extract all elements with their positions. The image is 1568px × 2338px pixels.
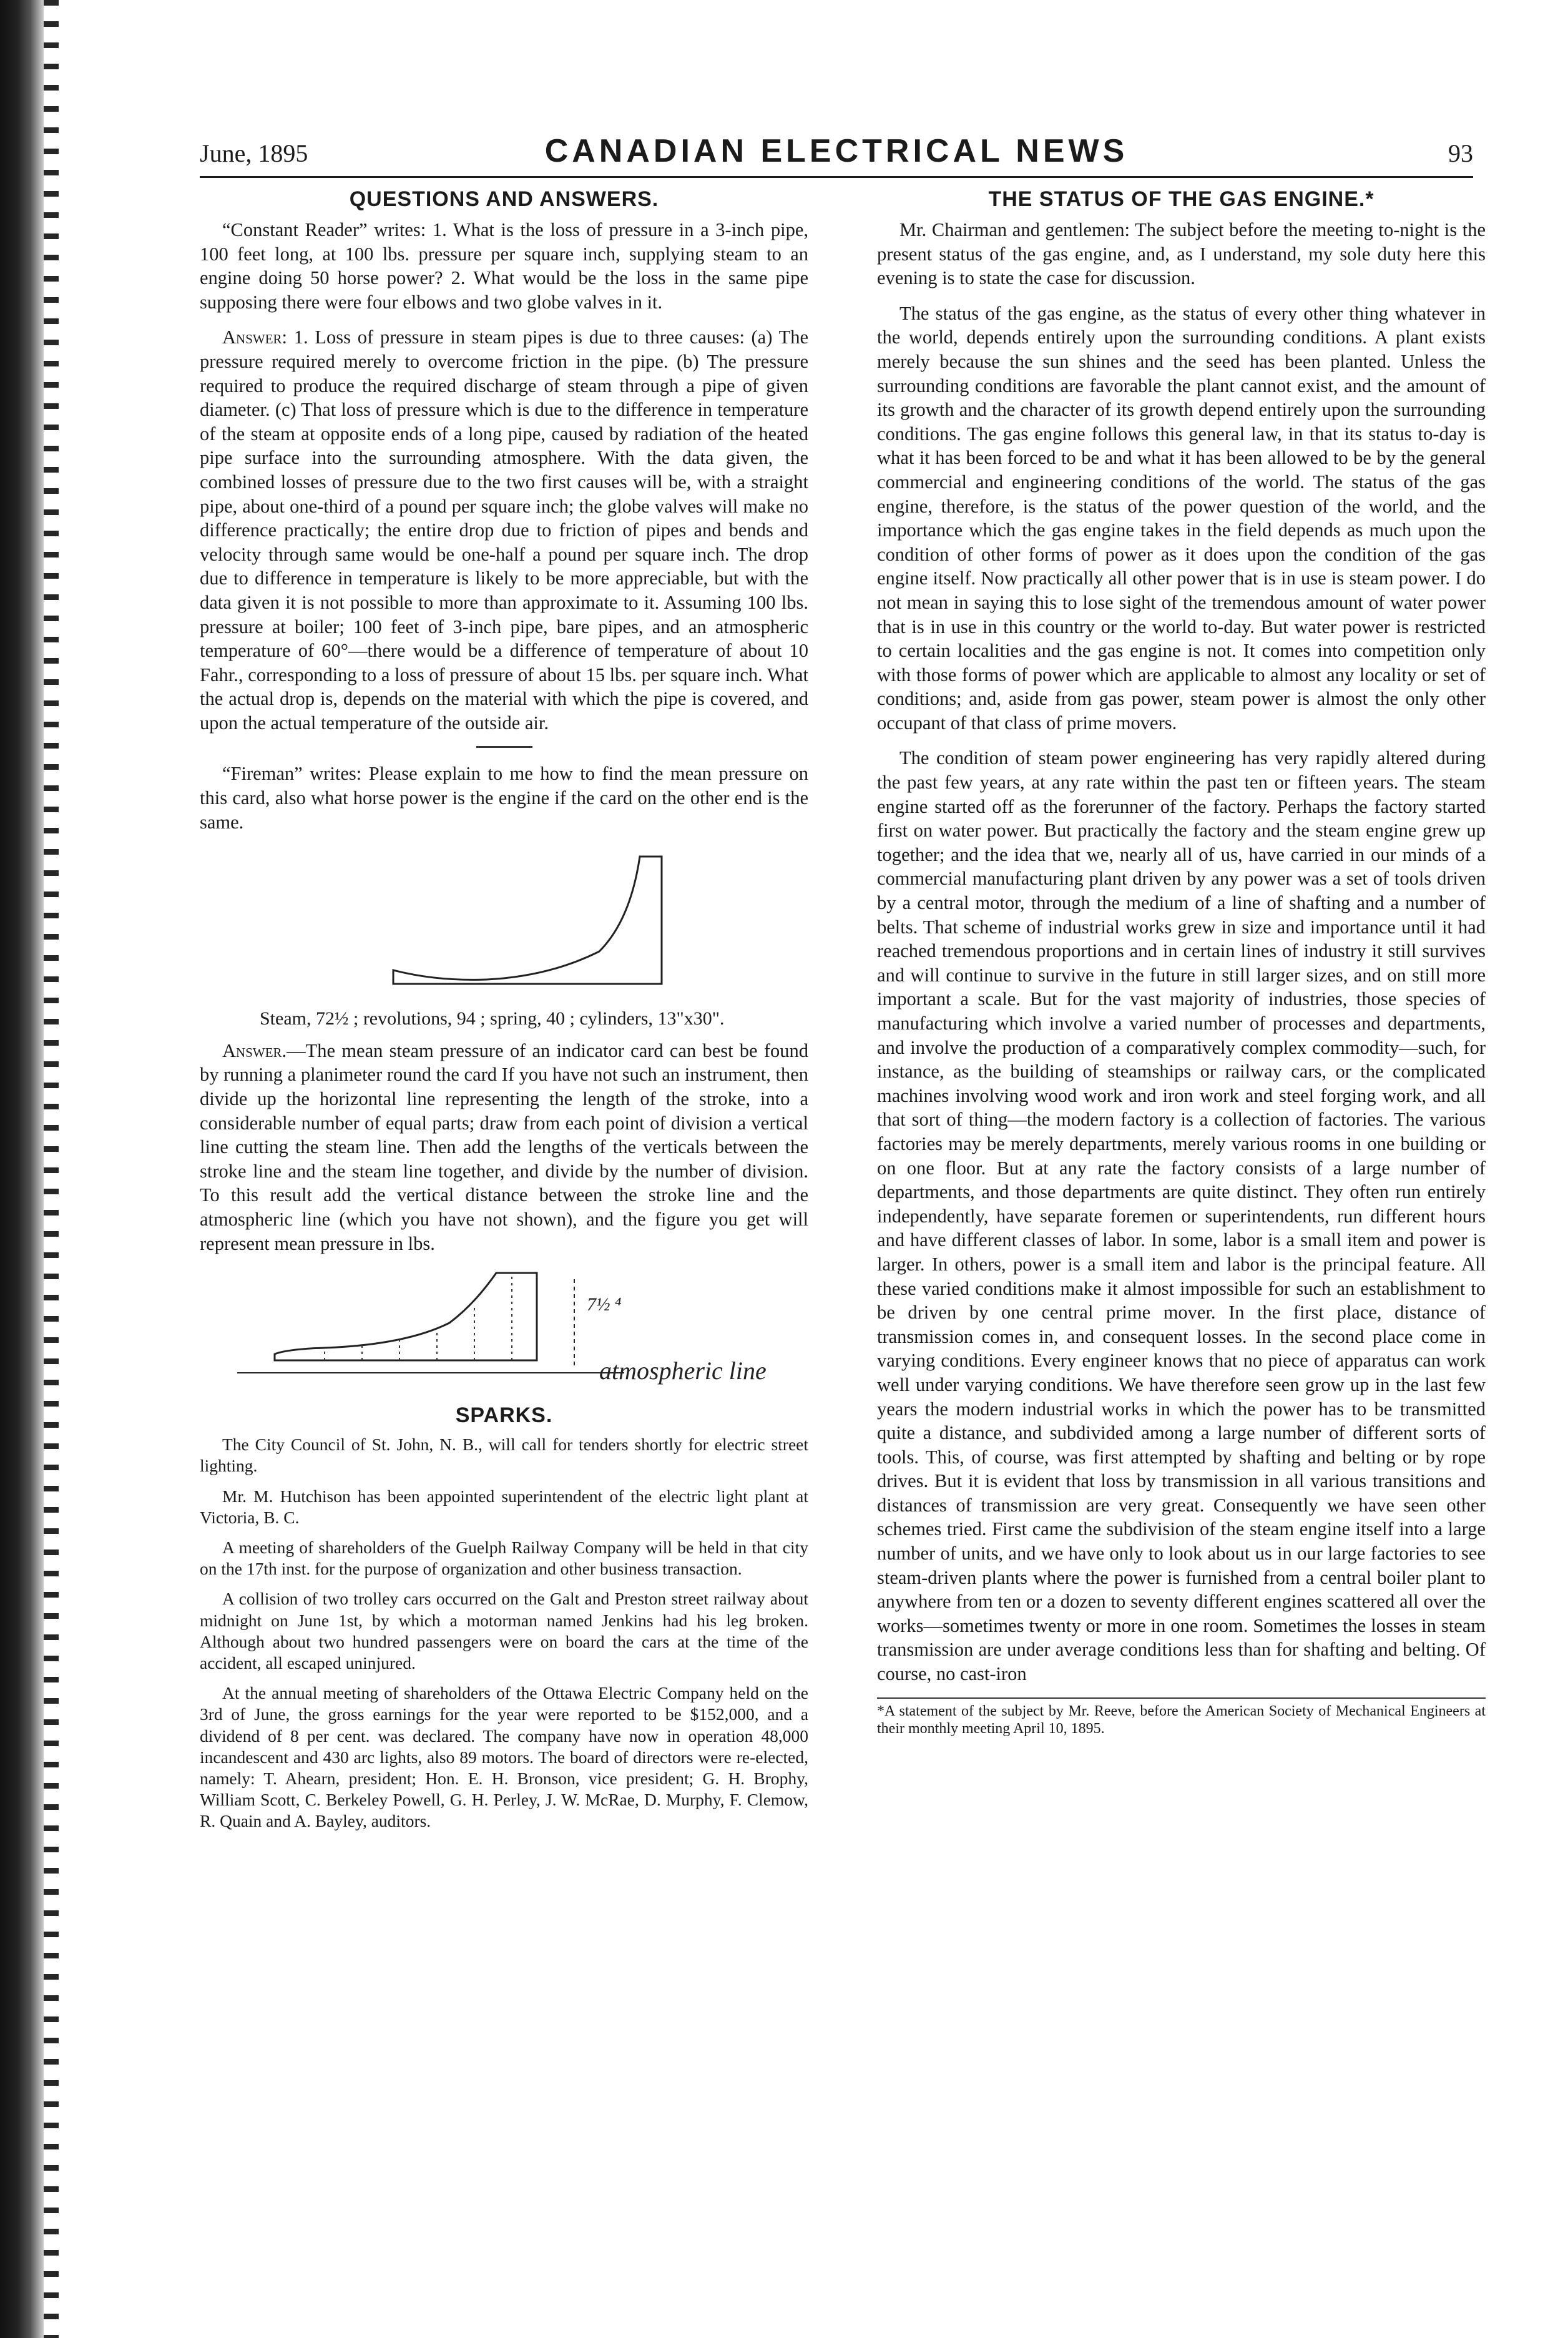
question-1: “Constant Reader” writes: 1. What is the loss of pressure in a 3-inch pipe, 100 feet long, at 100 lbs. pressure per square inch, supplying steam to an engine doing 50 horse power? 2. What would be the loss in the same pipe supposing there were four elbows and two globe valves in it. xyxy=(200,219,808,313)
handwritten-label: atmospheric line xyxy=(599,1357,767,1385)
answer-2-text: —The mean steam pressure of an indicator card can best be found by running a planimeter round the card If you have not such an instrument, then divide up the horizontal line representing the length of the stroke, into a considerable number of equal parts; draw from each point of division a vertical line cutting the steam line. Then add the lengths of the verticals between the stroke line and the steam line together, and divide by the number of division. To this result add the vertical distance between the stroke line and the atmospheric line (which you have not shown), and the figure you get will represent mean pressure in lbs. xyxy=(200,1039,808,1254)
spark-item: At the annual meeting of shareholders of the Ottawa Electric Company held on the 3rd of June, the gross earnings for the year were reported to be $152,000, and a dividend of 8 per cent. was declared. The company have now in operation 48,000 incandescent and 430 arc lights, also 89 motors. The board of directors were re-elected, namely: T. Ahearn, president; Hon. E. H. Bronson, vice president; G. H. Brophy, William Scott, C. Berkeley Powell, G. H. Perley, J. W. McRae, D. Murphy, F. Clemow, R. Quain and A. Bayley, auditors. xyxy=(200,1683,808,1831)
article-paragraph: The status of the gas engine, as the status of every other thing whatever in the world, depends entirely upon the surrounding conditions. A plant exists merely because the sun shines and the seed has been planted. Unless the surrounding conditions are favorable the plant cannot exist, and the amount of its growth and the character of its growth depend entirely upon the surrounding conditions. The gas engine follows this general law, in that its status to-day is what it has been forced to be and what it has been allowed to be by the general commercial and engineering conditions of the world. The status of the gas engine, therefore, is the status of the power question of the world, and the importance which the gas engine takes in the field depends as much upon the condition of other forms of power as it does upon the condition of the gas engine itself. Now practically all other power that is in use is steam power. I do not mean in saying this to lose sight of the tremendous amount of water power that is in use in this country or the world to-day. But water power is restricted to certain localities and the gas engine is not. It comes into competition only with those forms of power which are applicable to almost any locality or set of conditions; and, aside from gas power, steam power is almost the only other occupant of that class of prime movers. xyxy=(877,302,1486,734)
article-paragraph: The condition of steam power engineering has very rapidly altered during the past few years, at any rate within the past ten or fifteen years. The steam engine started off as the forerunner of the factory. Perhaps the factory started first on water power. But practically the factory and the steam engine grew up together; and the idea that we, nearly all of us, have carried in our minds of a commercial manufacturing plant driven by any power was a set of tools driven by a central motor, through the medium of a line of shafting and a number of belts. That scheme of industrial works grew in size and importance until it had reached tremendous proportions and in certain lines of industry it still survives and will continue to survive in the future in still larger sizes, and on still more important a scale. But for the vast majority of industries, those species of manufacturing which involve a varied number of processes and departments, and involve the production of a comparatively complex commodity—such, for instance, as the building of steamships or railway cars, or the complicated machines involving wood work and iron work and steel forging work, and all that sort of thing—the modern factory is a collection of factories. The various factories may be merely departments, merely various rooms in one building or on one floor. But at any rate the factory consists of a large number of departments, and those departments are quite distinct. They often run entirely independently, have separate foremen or superintendents, run different hours and have different classes of labor. In some, labor is a small item and power is larger. In others, power is a small item and labor is the principal feature. All these varied conditions make it almost impossible for such an establishment to be driven by one central prime mover. In the first place, distance of transmission comes in, and consequent losses. In the second place come in varying conditions. Every engineer knows that no piece of apparatus can work well under varying conditions. We have therefore seen grow up in the last few years the modern industrial works in which the power has to be transmitted quite a distance, and subdivided among a large number of different sorts of tools. This, of course, was first attempted by shafting and belting or by rope drives. But it is evident that loss by transmission in all various transitions and distances of transmission are very great. Consequently we have seen other schemes tried. First came the subdivision of the steam engine itself into a large number of units, and we have only to look about us in our large factories to see steam-driven plants where the power is furnished from a central boiler plant to anywhere from ten or a dozen to seventy different engines scattered all over the works—sometimes twenty or more in one room. Sometimes the losses in steam transmission are under average conditions less than for shafting and belting. Of course, no cast-iron xyxy=(877,747,1486,1685)
header-rule xyxy=(200,176,1473,178)
page-header xyxy=(200,132,1473,176)
spark-item: A collision of two trolley cars occurred on the Galt and Preston street railway about midnight on June 1st, by which a motorman named Jenkins had his leg broken. Although about two hundred passengers were on board the cars at the time of the accident, all escaped uninjured. xyxy=(200,1589,808,1673)
right-column xyxy=(877,187,1486,1737)
left-column xyxy=(200,187,808,1841)
answer-1 xyxy=(200,325,808,735)
qa-heading: QUESTIONS AND ANSWERS. xyxy=(349,187,659,211)
answer-1-label: Answer: xyxy=(222,327,287,348)
article-heading: THE STATUS OF THE GAS ENGINE.* xyxy=(988,187,1374,211)
page-binding-edge xyxy=(0,0,44,2338)
header-title: CANADIAN ELECTRICAL NEWS xyxy=(544,133,1129,169)
indicator-card-outline xyxy=(393,857,662,984)
figure-caption: Steam, 72½ ; revolutions, 94 ; spring, 40 ; cylinders, 13"x30". xyxy=(260,1008,725,1029)
spark-item: A meeting of shareholders of the Guelph Railway Company will be held in that city on the 17th inst. for the purpose of organization and other business transaction. xyxy=(200,1538,808,1579)
sparks-list xyxy=(200,1434,808,1832)
article-paragraph: Mr. Chairman and gentlemen: The subject before the meeting to-night is the present status of the gas engine, and, as I understand, my sole duty here this evening is to state the case for discussion. xyxy=(877,219,1486,289)
answer-2 xyxy=(200,1039,808,1255)
header-date: June, 1895 xyxy=(200,139,308,167)
spark-item: The City Council of St. John, N. B., will call for tenders shortly for electric street lighting. xyxy=(200,1435,808,1476)
answer-2-label: Answer. xyxy=(222,1039,287,1061)
indicator-card-figure xyxy=(200,845,808,998)
planimeter-diagram xyxy=(200,1267,808,1392)
separator xyxy=(476,746,532,748)
footnote: *A statement of the subject by Mr. Reeve, before the American Society of Mechanical Engineers at their monthly meeting April 10, 1895. xyxy=(877,1697,1486,1737)
figure-note: 7½ ⁴ xyxy=(587,1294,622,1315)
sparks-heading: SPARKS. xyxy=(455,1403,553,1428)
spark-item: Mr. M. Hutchison has been appointed superintendent of the electric light plant at Victoria, B. C. xyxy=(200,1486,808,1527)
binding-holes xyxy=(44,0,59,2338)
answer-1-text: 1. Loss of pressure in steam pipes is due to three causes: (a) The pressure required merely to overcome friction in the pipe. (b) The pressure required to produce the required discharge of steam through a pipe of given diameter. (c) That loss of pressure which is due to the difference in temperature of the steam at opposite ends of a long pipe, caused by radiation of the heated pipe surface into the surrounding atmosphere. With the data given, the combined losses of pressure due to the two first causes will be, with a straight pipe, about one-third of a pound per square inch; the globe valves will make no difference practically; the entire drop due to friction of pipes and bends and velocity through same would be one-half a pound per square inch. The drop due to difference in temperature is likely to be more appreciable, but with the data given it is not possible to more than approximate to it. Assuming 100 lbs. pressure at boiler; 100 feet of 3-inch pipe, bare pipes, and an atmospheric temperature of 60°—there would be a difference of temperature of about 10 Fahr., corresponding to a loss of pressure of about 15 lbs. per square inch. What the actual drop is, depends on the material with which the pipe is covered, and upon the actual temperature of the outside air. xyxy=(200,327,808,734)
planimeter-figure xyxy=(200,1267,808,1395)
header-page-number: 93 xyxy=(1448,139,1473,167)
planimeter-card-outline xyxy=(275,1273,537,1360)
indicator-card-diagram xyxy=(200,845,808,995)
question-2: “Fireman” writes: Please explain to me how to find the mean pressure on this card, also what horse power is the engine if the card on the other end is the same. xyxy=(200,763,808,833)
